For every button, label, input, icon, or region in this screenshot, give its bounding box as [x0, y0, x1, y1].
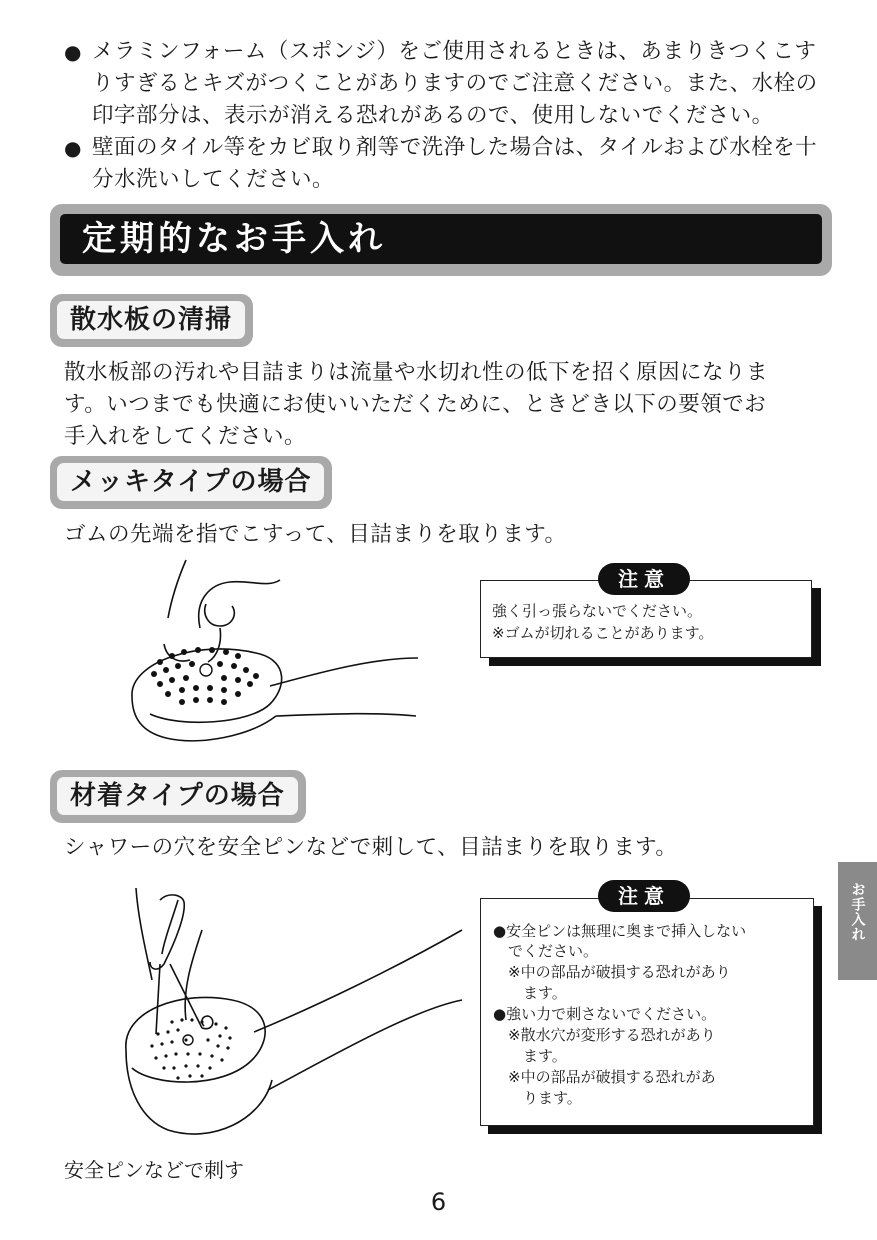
- bullet-tile: [64, 132, 824, 196]
- section-heading-frame: [50, 456, 332, 509]
- caution-badge: 注意: [598, 563, 690, 595]
- side-tab-label: お手入れ: [849, 882, 866, 942]
- caution-badge: 注意: [598, 880, 690, 912]
- spray-holes: [150, 1018, 231, 1079]
- illustration-caption: 安全ピンなどで刺す: [64, 1158, 244, 1182]
- notice-line: ます。: [493, 984, 567, 1002]
- section-heading-frame: [50, 294, 253, 347]
- side-index-tab: [838, 862, 877, 980]
- bullet-dot: ●: [64, 40, 82, 64]
- notice-line: ※中の部品が破損する恐れがあ: [493, 1068, 716, 1086]
- bullet-melamine: [64, 36, 824, 132]
- section-heading-frame: [50, 770, 306, 823]
- safety-pin-illustration: [112, 880, 472, 1150]
- notice-line: ※散水穴が変形する恐れがあり: [493, 1026, 716, 1044]
- notice-line: ●安全ピンは無理に奥まで挿入しない: [493, 922, 747, 940]
- text-line: す。いつまでも快適にお使いいただくために、ときどき以下の要領でお: [64, 392, 767, 417]
- bullet-line: りすぎるとキズがつくことがありますのでご注意ください。また、水栓の: [92, 71, 818, 96]
- notice-line: 強く引っ張らないでください。: [492, 602, 703, 620]
- bullet-dot: ●: [64, 136, 82, 160]
- text-line: 手入れをしてください。: [64, 424, 307, 449]
- section-heading-plated-type: メッキタイプの場合: [57, 463, 324, 501]
- text-line: 散水板部の汚れや目詰まりは流量や水切れ性の低下を招く原因になりま: [64, 360, 769, 385]
- notice-line: ●強い力で刺さないでください。: [493, 1005, 717, 1023]
- bullet-line: 印字部分は、表示が消える恐れがあるので、使用しないでください。: [92, 103, 774, 128]
- section-heading-material-type: 材着タイプの場合: [57, 777, 298, 815]
- notice-line: ります。: [493, 1089, 582, 1107]
- shower-plate-description: [64, 357, 834, 453]
- page-number: 6: [430, 1188, 447, 1216]
- main-heading-frame: [50, 204, 832, 276]
- intro-bullets: [64, 36, 824, 196]
- finger-rubbing-illustration: [120, 556, 430, 756]
- material-instruction: シャワーの穴を安全ピンなどで刺して、目詰まりを取ります。: [64, 835, 678, 860]
- notice-line: ※中の部品が破損する恐れがあり: [493, 963, 731, 981]
- bullet-line: 壁面のタイル等をカビ取り剤等で洗浄した場合は、タイルおよび水栓を十: [92, 135, 818, 160]
- section-heading-shower-plate: 散水板の清掃: [57, 301, 245, 339]
- notice-box-material: [480, 898, 814, 1126]
- plated-instruction: ゴムの先端を指でこすって、目詰まりを取ります。: [64, 522, 567, 547]
- notice-line: ます。: [493, 1047, 567, 1065]
- bullet-line: 分水洗いしてください。: [92, 167, 335, 192]
- notice-line: ※ゴムが切れることがあります。: [492, 624, 714, 642]
- bullet-line: メラミンフォーム（スポンジ）をご使用されるときは、あまりきつくこす: [92, 39, 817, 64]
- notice-line: でください。: [493, 942, 599, 960]
- main-heading: 定期的なお手入れ: [60, 214, 822, 264]
